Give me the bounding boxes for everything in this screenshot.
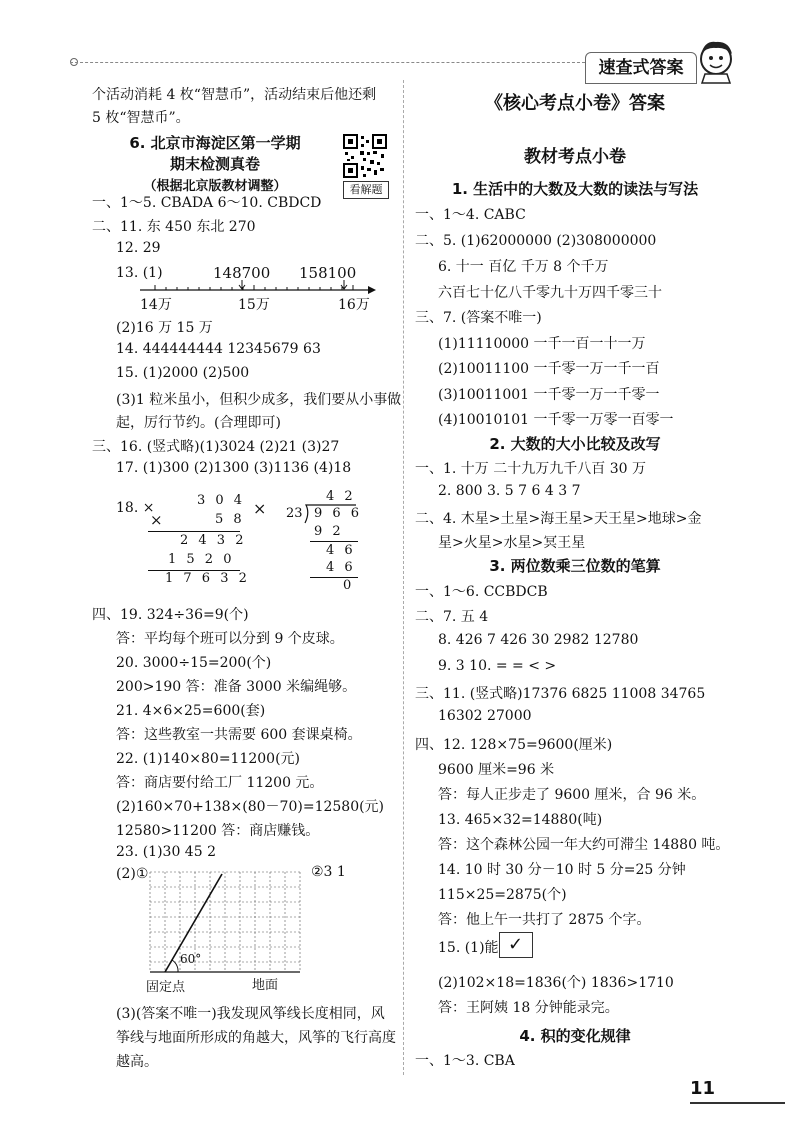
- cartoon-boy-icon: [695, 38, 737, 84]
- section-title-line-1: 6. 北京市海淀区第一学期: [129, 134, 301, 152]
- answer-line: 16302 27000: [438, 708, 532, 724]
- number-line-tick-c: 16万: [338, 297, 370, 313]
- page-number: 11: [690, 1078, 716, 1099]
- answer-line: 12580>11200 答：商店赚钱。: [116, 823, 320, 839]
- header-tab: 速查式答案: [585, 52, 697, 84]
- answer-line: (2)16 万 15 万: [116, 320, 213, 336]
- intro-line-1: 个活动消耗 4 枚“智慧币”，活动结束后他还剩: [92, 87, 377, 103]
- answer-line: 14. 10 时 30 分－10 时 5 分=25 分钟: [438, 862, 686, 878]
- answer-line: 20. 3000÷15=200(个): [116, 655, 272, 671]
- footer-rule: [690, 1102, 785, 1104]
- right-sub-title: 教材考点小卷: [524, 147, 626, 167]
- section-heading: 2. 大数的大小比较及改写: [489, 435, 661, 453]
- calc-mult-multiplier: 5 8: [215, 512, 245, 527]
- answer-line: 六百七十亿八千零九十万四千零三十: [438, 285, 662, 301]
- calc-mult-result: 1 7 6 3 2: [165, 571, 250, 586]
- answer-line: 18. ×: [116, 500, 155, 516]
- number-line-label-b: 158100: [299, 264, 357, 282]
- calc-div-divisor: 23: [286, 506, 303, 521]
- section-heading: 1. 生活中的大数及大数的读法与写法: [451, 180, 699, 198]
- answer-line: 15. (1)能: [438, 940, 499, 956]
- answer-line: 答：王阿姨 18 分钟能录完。: [438, 1000, 619, 1016]
- calc-mult-row-1: 2 4 3 2: [180, 533, 247, 548]
- answer-line: (2)10011100 一千零一万一千一百: [438, 361, 660, 377]
- section-heading: 4. 积的变化规律: [519, 1027, 631, 1045]
- right-main-title: 《核心考点小卷》答案: [485, 93, 665, 114]
- calc-mult-row-2: 1 5 2 0: [168, 552, 235, 567]
- calc-div-step-1: 9 2: [314, 524, 344, 539]
- answer-line: 起，厉行节约。(合理即可): [116, 415, 281, 431]
- section-title-line-2: 期末检测真卷: [169, 155, 260, 173]
- number-line-tick-a: 14万: [140, 297, 172, 313]
- answer-line: (2)①: [116, 866, 149, 882]
- answer-line: 答：每人正步走了 9600 厘米，合 96 米。: [438, 787, 706, 803]
- answer-line: 答：平均每个班可以分到 9 个皮球。: [116, 631, 344, 647]
- answer-line: 越高。: [116, 1054, 158, 1070]
- section-note: （根据北京版教材调整）: [143, 179, 287, 194]
- number-line-tick-b: 15万: [238, 297, 270, 313]
- answer-line: 13. (1): [116, 265, 163, 281]
- kite-grid-diagram: [140, 864, 310, 984]
- answer-line: 四、12. 128×75=9600(厘米): [415, 737, 613, 753]
- answer-line: 12. 29: [116, 240, 161, 256]
- answer-line: 答：这些教室一共需要 600 套课桌椅。: [116, 727, 362, 743]
- section-heading: 3. 两位数乘三位数的笔算: [489, 557, 661, 575]
- calc-div-remainder: 0: [343, 578, 355, 593]
- answer-line: 答：商店要付给工厂 11200 元。: [116, 775, 324, 791]
- answer-line: 筝线与地面所形成的角越大，风筝的飞行高度: [116, 1030, 396, 1046]
- answer-line: 一、1～3. CBA: [415, 1053, 515, 1069]
- answer-line: 答：他上午一共打了 2875 个字。: [438, 912, 651, 928]
- answer-line: 23. (1)30 45 2: [116, 844, 216, 860]
- answer-line: 一、1～4. CABC: [415, 207, 526, 223]
- answer-line: 13. 465×32=14880(吨): [438, 812, 603, 828]
- answer-line: (1)11110000 一千一百一十一万: [438, 336, 646, 352]
- answer-line: 200>190 答：准备 3000 米编绳够。: [116, 679, 357, 695]
- answer-line: 一、1～6. CCBDCB: [415, 584, 548, 600]
- kite-start-label: 固定点: [146, 980, 186, 995]
- number-line-label-a: 148700: [213, 264, 271, 282]
- column-divider: [403, 80, 404, 1075]
- answer-line: 三、7. (答案不唯一): [415, 310, 542, 326]
- kite-angle-label: 60°: [180, 952, 202, 966]
- answer-line: 一、1～5. CBADA 6～10. CBDCD: [92, 195, 322, 211]
- check-box: [499, 932, 533, 958]
- answer-line: (3)1 粒米虽小，但积少成多，我们要从小事做: [116, 392, 402, 408]
- answer-line: 二、11. 东 450 东北 270: [92, 219, 256, 235]
- answer-line: 15. (1)2000 (2)500: [116, 365, 250, 381]
- calc-div-dividend: 9 6 6: [314, 506, 363, 521]
- calc-div-step-3: 4 6: [326, 560, 356, 575]
- calc-mult-sign: ×: [150, 511, 163, 529]
- check-mark-icon: ✓: [508, 934, 524, 955]
- header-rule: [70, 62, 585, 63]
- answer-line: 8. 426 7 426 30 2982 12780: [438, 632, 639, 648]
- calc-div-rule-1: [310, 541, 358, 542]
- answer-line: (3)(答案不唯一)我发现风筝线长度相同，风: [116, 1006, 385, 1022]
- calc-mult-top: 3 0 4: [197, 493, 246, 508]
- kite-ground-label: 地面: [252, 978, 279, 993]
- answer-line: (3)10011001 一千零一万一千零一: [438, 387, 660, 403]
- answer-line: 115×25=2875(个): [438, 887, 567, 903]
- calc-cross-mark: ×: [253, 499, 267, 518]
- calc-div-step-2: 4 6: [326, 543, 356, 558]
- answer-line: 三、11. (竖式略)17376 6825 11008 34765: [415, 686, 706, 702]
- answer-line: 四、19. 324÷36=9(个): [92, 607, 249, 623]
- answer-line: (2)102×18=1836(个) 1836>1710: [438, 975, 674, 991]
- qr-code-icon[interactable]: [343, 134, 387, 178]
- answer-line: ②3 1: [311, 864, 346, 880]
- intro-line-2: 5 枚“智慧币”。: [92, 110, 190, 126]
- answer-line: 二、5. (1)62000000 (2)308000000: [415, 233, 657, 249]
- answer-line: 21. 4×6×25=600(套): [116, 703, 266, 719]
- calc-div-quotient: 4 2: [326, 489, 356, 504]
- answer-line: 6. 十一 百亿 千万 8 个千万: [438, 259, 609, 275]
- answer-line: (4)10010101 一千零一万零一百零一: [438, 412, 674, 428]
- answer-line: 9600 厘米=96 米: [438, 762, 555, 778]
- answer-line: 星>火星>水星>冥王星: [438, 535, 586, 551]
- answer-line: 一、1. 十万 二十九万九千八百 30 万: [415, 461, 646, 477]
- answer-line: 9. 3 10. = = < >: [438, 658, 557, 674]
- qr-label: 看解题: [343, 181, 389, 199]
- answer-line: 22. (1)140×80=11200(元): [116, 751, 301, 767]
- answer-line: (2)160×70+138×(80－70)=12580(元): [116, 799, 385, 815]
- calc-mult-rule-1: [148, 531, 240, 532]
- answer-line: 17. (1)300 (2)1300 (3)1136 (4)18: [116, 460, 352, 476]
- answer-line: 二、7. 五 4: [415, 609, 489, 625]
- answer-line: 14. 444444444 12345679 63: [116, 341, 321, 357]
- answer-line: 答：这个森林公园一年大约可滞尘 14880 吨。: [438, 837, 730, 853]
- answer-line: 二、4. 木星>土星>海王星>天王星>地球>金: [415, 511, 702, 527]
- answer-line: 三、16. (竖式略)(1)3024 (2)21 (3)27: [92, 439, 340, 455]
- answer-line: 2. 800 3. 5 7 6 4 3 7: [438, 483, 581, 499]
